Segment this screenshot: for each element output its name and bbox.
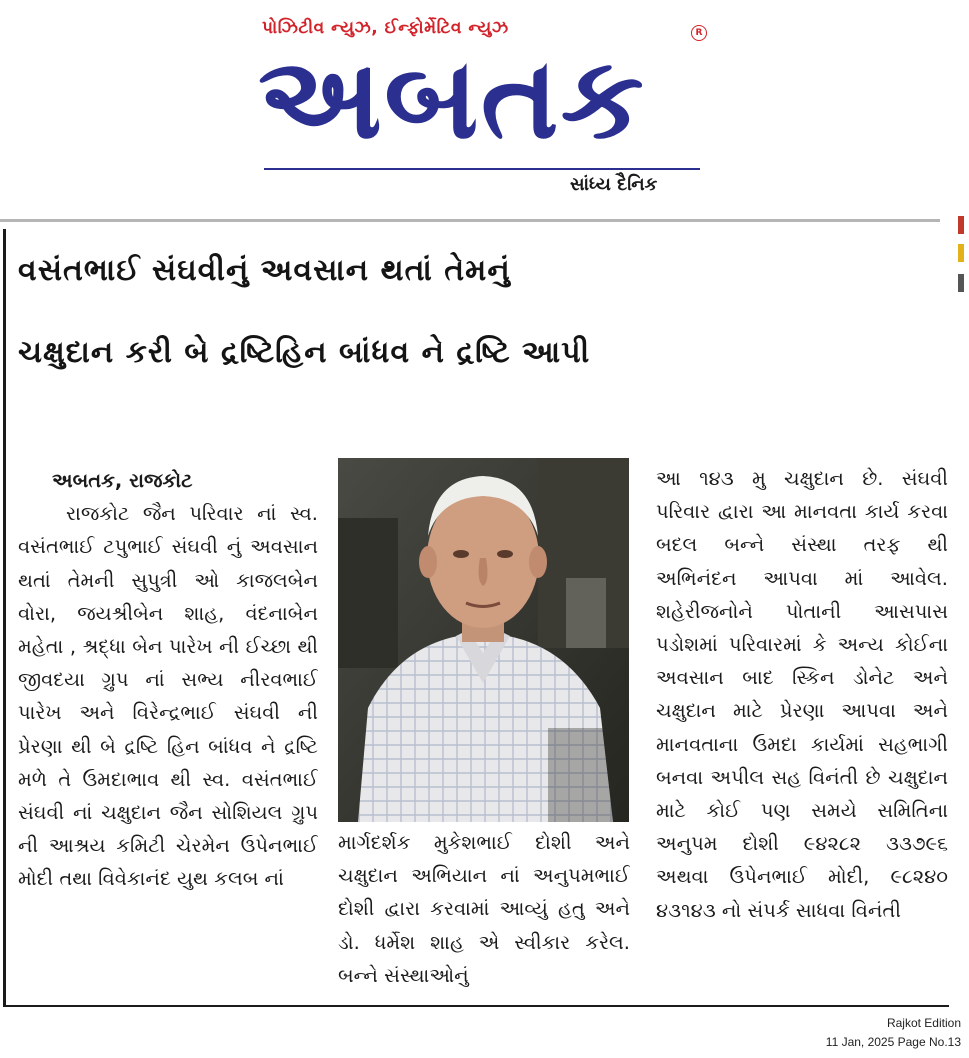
adjacent-article-edge	[958, 216, 969, 306]
portrait-photo	[338, 458, 629, 822]
headline-line-2: ચક્ષુદાન કરી બે દ્રષ્ટિહિન બાંધવ ને દ્રષ્ટિ આપી	[18, 335, 591, 370]
masthead-tagline: પોઝિટીવ ન્યુઝ, ઈન્ફોર્મેટિવ ન્યુઝ	[262, 18, 509, 38]
edition-label: Rajkot Edition	[886, 1016, 961, 1030]
masthead	[0, 0, 969, 222]
masthead-subtitle: સાંધ્ય દૈનિક	[570, 174, 658, 195]
headline-line-1: વસંતભાઈ સંઘવીનું અવસાન થતાં તેમનું	[18, 253, 511, 288]
portrait-illustration	[338, 458, 629, 822]
article-column-left	[18, 464, 318, 1004]
body-text-left: રાજકોટ જૈન પરિવાર નાં સ્વ. વસંતભાઈ ટપુભાઈ સંઘવી નું અવસાન થતાં તેમની સુપુત્રી ઓ કાજલબેન વોરા, જયશ્રીબેન શાહ, વંદનાબેન મહેતા , શ્રદ્ધા બેન પારેખ ની ઈચ્છા થી જીવદયા ગ્રુપ નાં સભ્ય નીરવભાઈ પારેખ અને વિરેન્દ્રભાઈ સંઘવી ની પ્રેરણા થી બે દ્રષ્ટિ હિન બાંધવ ને દ્રષ્ટિ મળે તે ઉમદાભાવ થી સ્વ. વસંતભાઈ સંઘવી નાં ચક્ષુદાન જૈન સોશિયલ ગ્રુપ ની આશ્રય કમિટી ચેરમેન ઉપેનભાઈ મોદી તથા વિવેકાનંદ યુથ કલબ નાં	[18, 502, 318, 891]
registered-mark-icon: R	[691, 25, 707, 41]
dateline: અબતક, રાજકોટ	[52, 469, 193, 492]
article-headline	[18, 230, 948, 394]
page-footer	[761, 1014, 961, 1052]
article-column-right: આ ૧૪૩ મુ ચક્ષુદાન છે. સંઘવી પરિવાર દ્વારા આ માનવતા કાર્ય કરવા બદલ બન્ને સંસ્થા તરફ થી અભિનંદન આપવા માં આવેલ. શહેરીજનોને પોતાની આસપાસ પડોશમાં પરિવારમાં કે અન્ય કોઈના અવસાન બાદ સ્કિન ડોનેટ અને ચક્ષુદાન માટે પ્રેરણા આપવા અને માનવતાના ઉમદા કાર્યમાં સહભાગી બનવા અપીલ સહ વિનંતી છે ચક્ષુદાન માટે કોઈ પણ સમયે સમિતિના અનુપમ દોશી ૯૪૨૮૨ ૩૩૭૯૬ અથવા ઉપેનભાઈ મોદી, ૯૮૨૪૦ ૪૩૧૪૩ નો સંપર્ક સાધવા વિનંતી	[656, 467, 948, 922]
article-column-middle: માર્ગદર્શક મુકેશભાઈ દોશી અને ચક્ષુદાન અભિયાન નાં અનુપમભાઈ દોશી દ્વારા કરવામાં આવ્યું હતુ અને ડો. ધર્મેશ શાહ એ સ્વીકાર કરેલ. બન્ને સંસ્થાઓનું	[338, 831, 630, 987]
date-page-label: 11 Jan, 2025 Page No.13	[825, 1035, 961, 1049]
newspaper-logo: અબતક	[258, 34, 646, 164]
top-divider	[0, 219, 940, 222]
logo-underline	[264, 168, 700, 170]
